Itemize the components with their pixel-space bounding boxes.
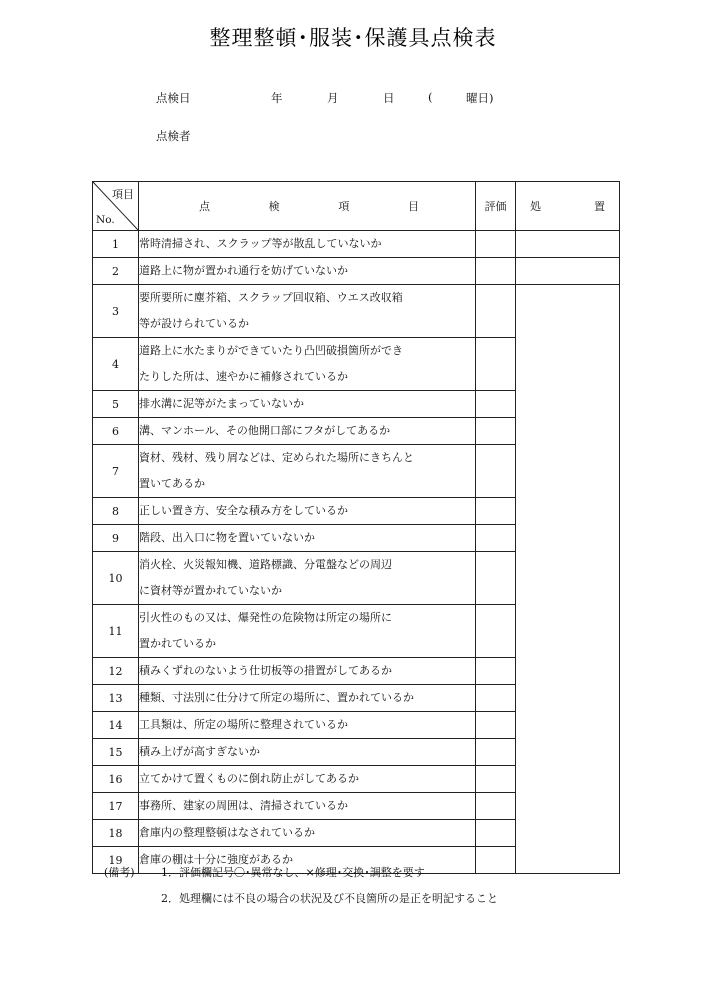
rating-cell[interactable] [476,847,516,874]
header-action-char: 置 [594,200,605,213]
action-cell-merged[interactable] [516,285,620,874]
check-item-line: たりした所は、速やかに補修されているか [139,370,348,383]
header-item-label: 項目 [112,188,134,201]
header-action-char: 処 [530,200,541,213]
check-item [139,766,476,793]
check-item-line: 倉庫の棚は十分に強度があるか [139,853,293,866]
rating-cell[interactable] [476,258,516,285]
check-item [139,498,476,525]
check-item-line: 要所要所に塵芥箱、スクラップ回収箱、ウエス改収箱 [139,291,403,304]
rating-cell[interactable] [476,793,516,820]
check-item-line: 階段、出入口に物を置いていないか [139,531,315,544]
action-cell[interactable] [516,231,620,258]
table-row [93,258,620,285]
check-item [139,605,476,658]
note-item-2: 2．処理欄には不良の場合の状況及び不良箇所の是正を明記すること [161,892,498,905]
inspector-label: 点検者 [156,129,191,143]
rating-cell[interactable] [476,418,516,445]
check-item-line: 排水溝に泥等がたまっていないか [139,397,304,410]
row-number: 19 [93,847,139,874]
note-item-1: 1．評価欄記号〇･異常なし、×修理･交換･調整を要す [161,866,425,879]
rating-cell[interactable] [476,391,516,418]
row-number: 15 [93,739,139,766]
row-number: 7 [93,445,139,498]
check-item-line: 倉庫内の整理整頓はなされているか [139,826,315,839]
row-number: 2 [93,258,139,285]
rating-cell[interactable] [476,338,516,391]
check-item-line: 積み上げが高すぎないか [139,745,260,758]
check-item-line: 常時清掃され、スクラップ等が散乱していないか [139,237,382,250]
rating-cell[interactable] [476,739,516,766]
check-item [139,685,476,712]
check-item [139,658,476,685]
check-item [139,712,476,739]
table-row [93,285,620,338]
check-item [139,391,476,418]
header-check-char: 項 [338,200,350,213]
row-number: 3 [93,285,139,338]
checklist-table [92,181,620,874]
check-item-line: 引火性のもの又は、爆発性の危険物は所定の場所に [139,611,392,624]
header-no-label: No. [96,214,115,226]
weekday-label: 曜日) [466,91,494,105]
rating-cell[interactable] [476,712,516,739]
check-item [139,552,476,605]
header-rating: 評価 [476,182,516,231]
check-item-line: 溝、マンホール、その他開口部にフタがしてあるか [139,424,391,437]
row-number: 18 [93,820,139,847]
check-item-line: 種類、寸法別に仕分けて所定の場所に、置かれているか [139,691,414,704]
rating-cell[interactable] [476,445,516,498]
rating-cell[interactable] [476,685,516,712]
check-item-line: 消火栓、火災報知機、道路標識、分電盤などの周辺 [139,558,392,571]
table-header-row [93,182,620,231]
row-number: 8 [93,498,139,525]
check-item [139,418,476,445]
month-label: 月 [327,91,339,105]
header-check-char: 検 [268,200,280,213]
row-number: 1 [93,231,139,258]
row-number: 6 [93,418,139,445]
check-item-line: 等が設けられているか [139,317,249,330]
check-item [139,445,476,498]
rating-cell[interactable] [476,766,516,793]
header-check-char: 目 [407,200,419,213]
row-number: 16 [93,766,139,793]
rating-cell[interactable] [476,820,516,847]
row-number: 11 [93,605,139,658]
header-action [516,182,620,231]
header-item-no-cell [93,182,139,231]
row-number: 5 [93,391,139,418]
header-check-char: 点 [199,200,210,213]
notes-label: (備考) [104,866,135,879]
check-item-line: 工具類は、所定の場所に整理されているか [139,718,348,731]
check-item [139,793,476,820]
weekday-paren-open: ( [428,90,433,104]
check-item-line: 資材、残材、残り屑などは、定められた場所にきちんと [139,451,414,464]
row-number: 9 [93,525,139,552]
year-label: 年 [271,91,283,105]
check-item [139,820,476,847]
row-number: 12 [93,658,139,685]
check-item [139,231,476,258]
check-item-line: 正しい置き方、安全な積み方をしているか [139,504,348,517]
table-row [93,231,620,258]
row-number: 4 [93,338,139,391]
action-cell[interactable] [516,258,620,285]
rating-cell[interactable] [476,658,516,685]
header-check-items [139,182,476,231]
rating-cell[interactable] [476,231,516,258]
check-item-line: 積みくずれのないよう仕切板等の措置がしてあるか [139,664,392,677]
row-number: 13 [93,685,139,712]
page-title: 整理整頓･服装･保護具点検表 [209,26,497,50]
rating-cell[interactable] [476,605,516,658]
check-item-line: 事務所、建家の周囲は、清掃されているか [139,799,348,812]
check-item-line: 置いてあるか [139,477,205,490]
check-item [139,285,476,338]
day-label: 日 [383,91,395,105]
check-item-line: に資材等が置かれていないか [139,584,282,597]
rating-cell[interactable] [476,285,516,338]
check-item-line: 置かれているか [139,637,216,650]
check-item [139,338,476,391]
check-item [139,525,476,552]
inspection-date-label: 点検日 [156,91,191,105]
row-number: 10 [93,552,139,605]
check-item [139,739,476,766]
row-number: 14 [93,712,139,739]
check-item-line: 道路上に水たまりができていたり凸凹破損箇所ができ [139,344,403,357]
check-item-line: 道路上に物が置かれ通行を妨げていないか [139,264,348,277]
check-item [139,258,476,285]
rating-cell[interactable] [476,525,516,552]
row-number: 17 [93,793,139,820]
rating-cell[interactable] [476,552,516,605]
rating-cell[interactable] [476,498,516,525]
check-item-line: 立てかけて置くものに倒れ防止がしてあるか [139,772,359,785]
